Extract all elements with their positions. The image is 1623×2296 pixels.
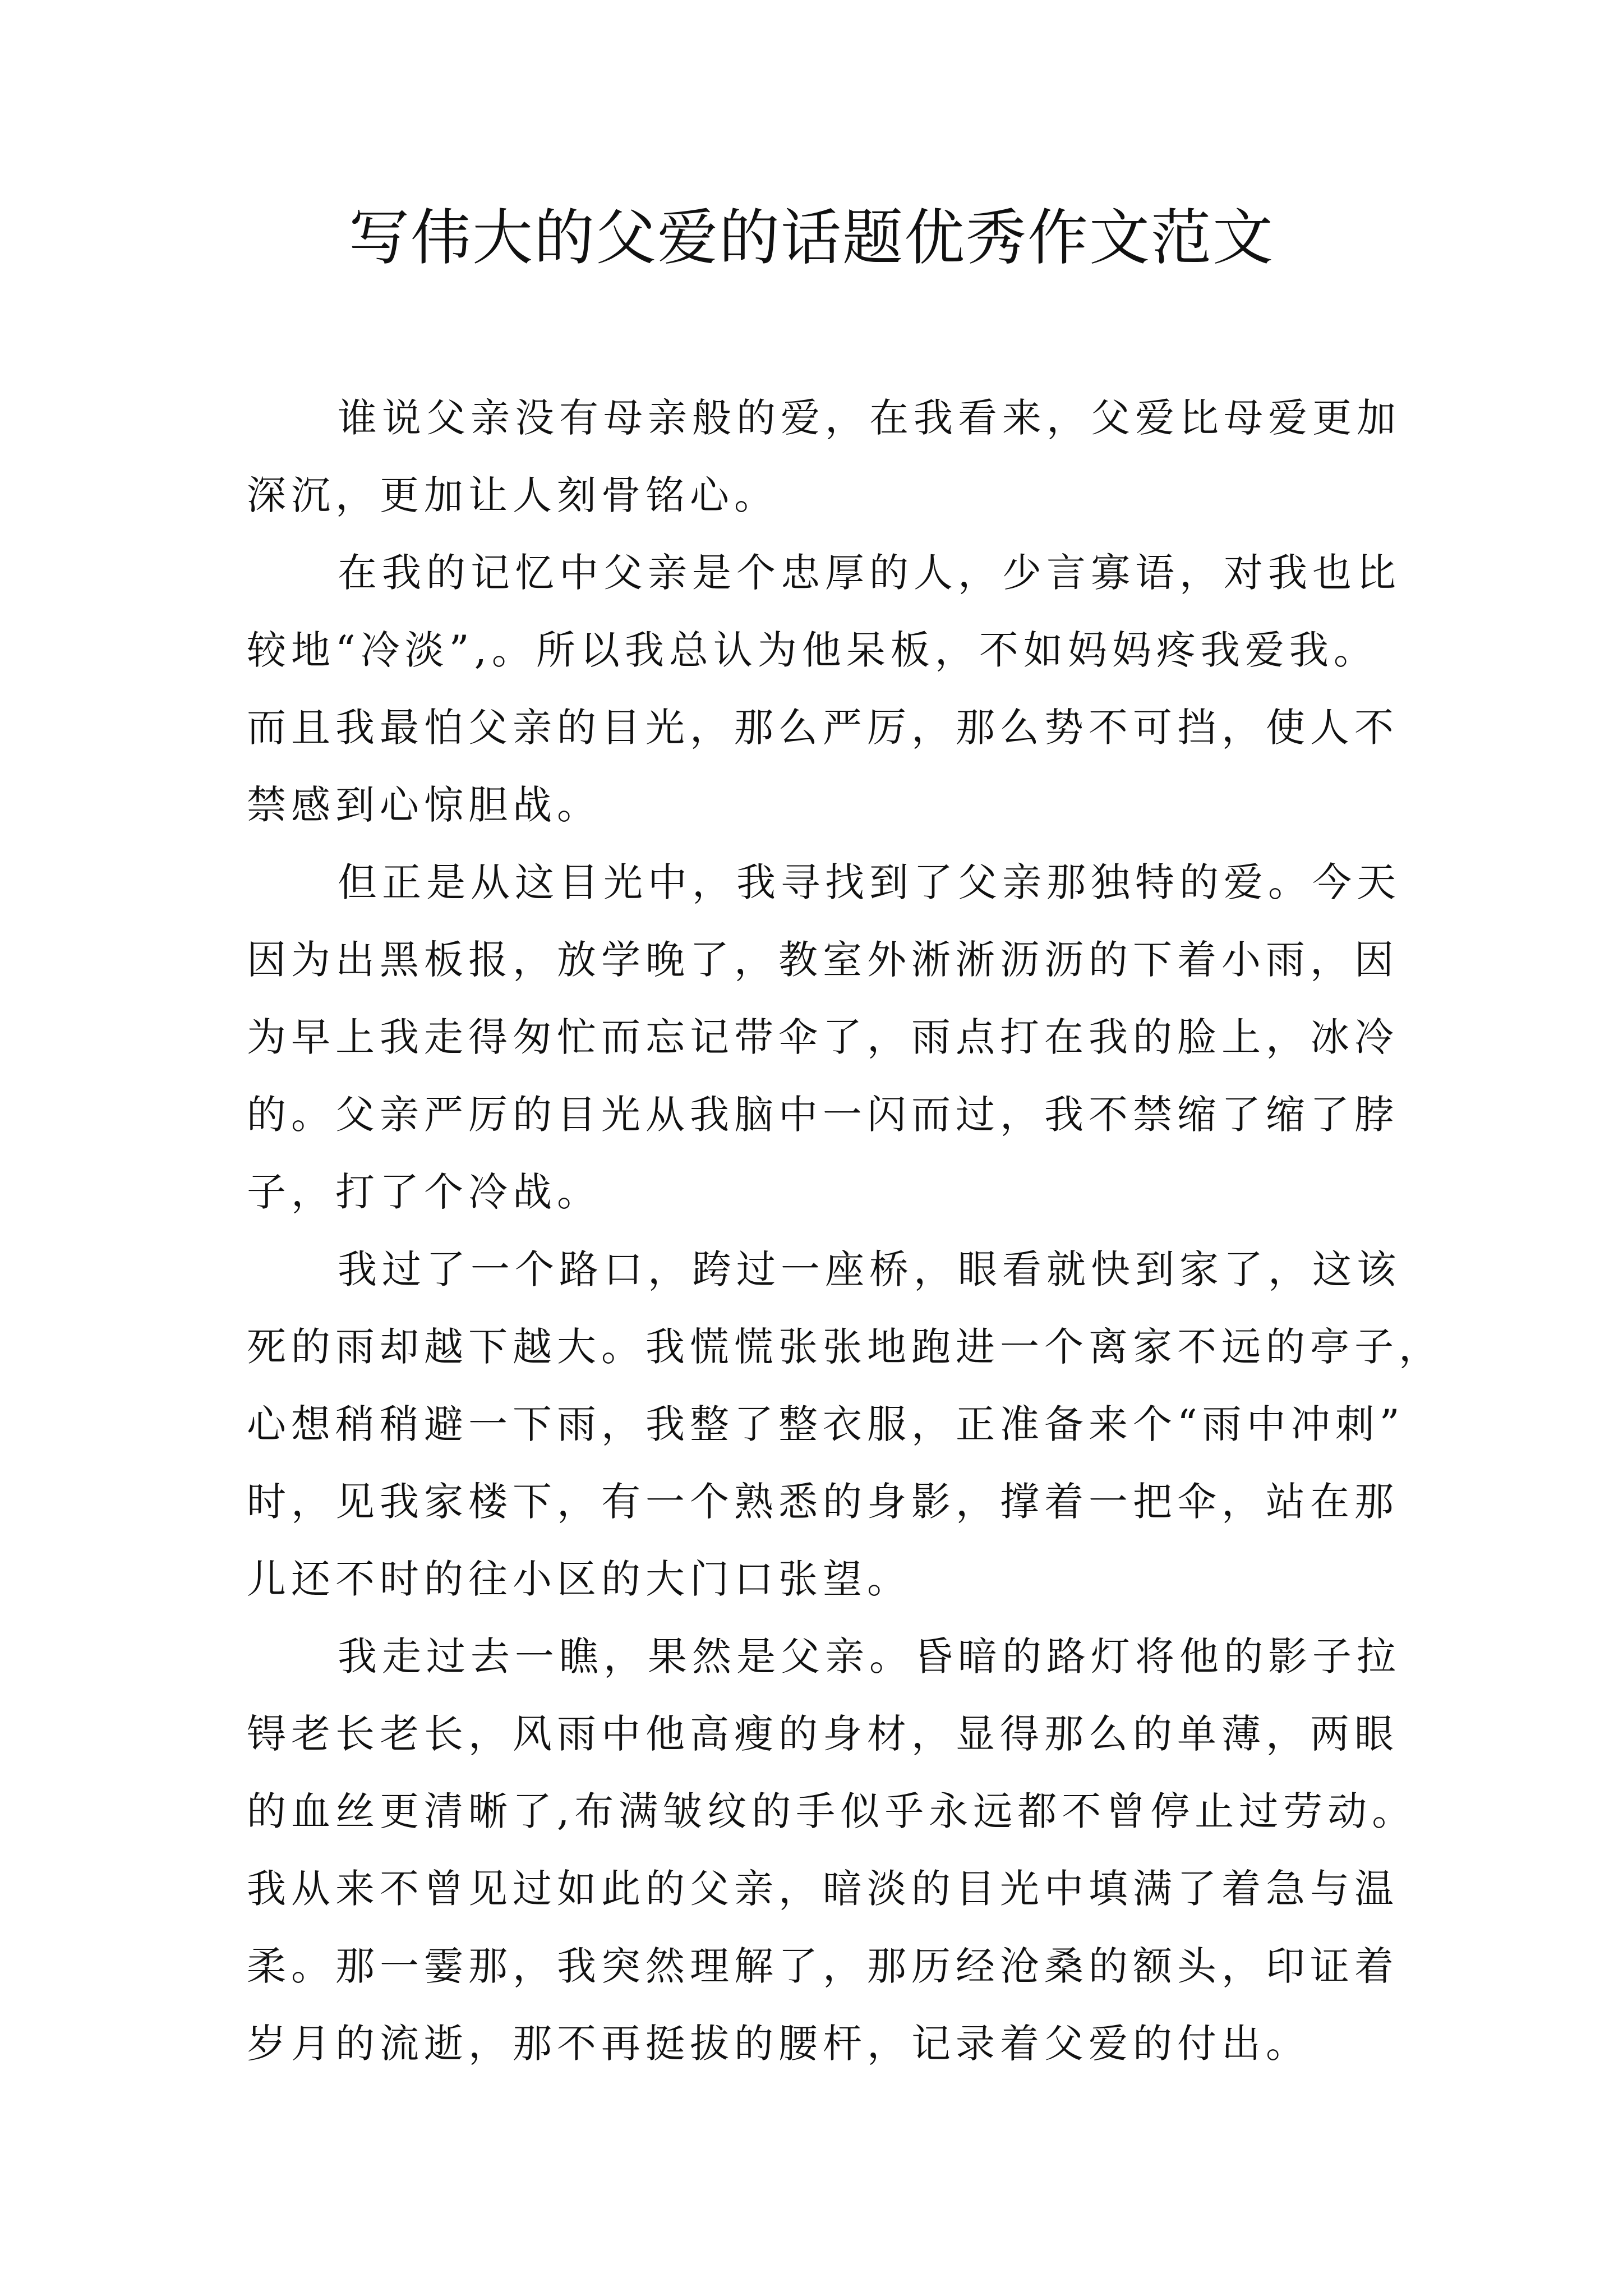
paragraph-3 [247,844,1399,1231]
text-line: 儿还不时的往小区的大门口张望。 [247,1556,911,1602]
text-line: 柔。那一霎那，我突然理解了，那历经沧桑的额头，印证着 [247,1943,1399,1989]
paragraph-4 [247,1231,1443,1618]
text-line: 死的雨却越下越大。我慌慌张张地跑进一个离家不远的亭子， [247,1324,1443,1370]
text-line: 我过了一个路口，跨过一座桥，眼看就快到家了，这该 [338,1246,1401,1292]
document-body [247,379,1443,2082]
document-title: 写伟大的父爱的话题优秀作文范文 [348,203,1274,273]
text-line: 岁月的流逝，那不再挺拔的腰杆，记录着父爱的付出。 [247,2021,1310,2067]
text-line: 为早上我走得匆忙而忘记带伞了，雨点打在我的脸上，冰冷 [247,1014,1399,1060]
text-line: 在我的记忆中父亲是个忠厚的人，少言寡语，对我也比 [338,550,1401,596]
text-line: 我走过去一瞧，果然是父亲。昏暗的路灯将他的影子拉 [338,1634,1401,1680]
text-line: 锝老长老长，风雨中他高瘦的身材，显得那么的单薄，两眼 [247,1711,1399,1757]
text-line: 但正是从这目光中，我寻找到了父亲那独特的爱。今天 [338,859,1401,905]
paragraph-1 [247,379,1399,534]
text-line: 心想稍稍避一下雨，我整了整衣服，正准备来个“雨中冲刺” [247,1401,1405,1447]
text-line: 的血丝更清晰了,布满皱纹的手似乎永远都不曾停止过劳动。 [247,1788,1417,1834]
text-line: 较地“冷淡”,。所以我总认为他呆板，不如妈妈疼我爱我。 [247,627,1378,673]
paragraph-2 [247,534,1399,844]
text-line: 谁说父亲没有母亲般的爱，在我看来，父爱比母爱更加 [338,395,1401,441]
text-line: 禁感到心惊胆战。 [247,782,601,828]
text-line: 的。父亲严厉的目光从我脑中一闪而过，我不禁缩了缩了脖 [247,1092,1399,1138]
text-line: 我从来不曾见过如此的父亲，暗淡的目光中填满了着急与温 [247,1866,1399,1912]
text-line: 而且我最怕父亲的目光，那么严厉，那么势不可挡，使人不 [247,705,1399,751]
text-line: 因为出黑板报，放学晚了，教室外淅淅沥沥的下着小雨，因 [247,937,1399,983]
text-line: 深沉，更加让人刻骨铭心。 [247,472,778,518]
paragraph-5 [247,1618,1417,2082]
text-line: 子，打了个冷战。 [247,1169,601,1215]
text-line: 时，见我家楼下，有一个熟悉的身影，撑着一把伞，站在那 [247,1479,1399,1525]
